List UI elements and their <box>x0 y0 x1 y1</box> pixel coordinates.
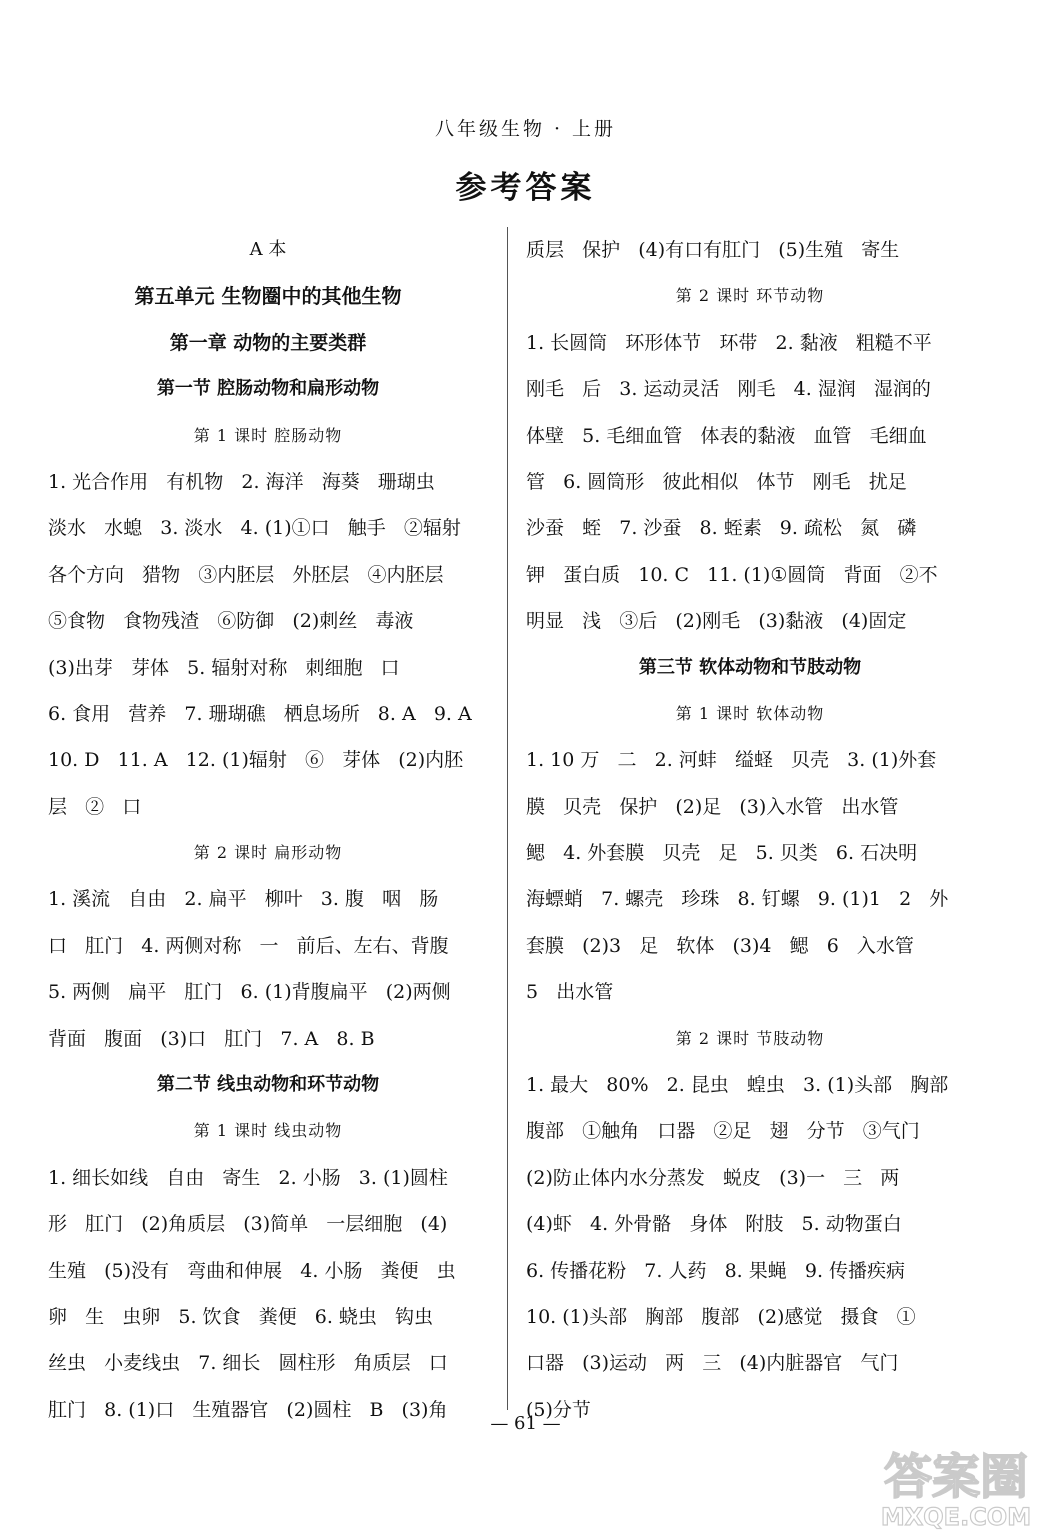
page-number: — 61 — <box>490 1413 561 1434</box>
watermark-logo <box>874 1443 1039 1531</box>
page-title: 参考答案 <box>455 170 596 206</box>
answer-line: 刚毛 后 3. 运动灵活 刚毛 4. 湿润 湿润的 <box>526 378 931 401</box>
section-heading: 第三节 软体动物和节肢动物 <box>638 656 862 678</box>
lesson-heading: 第 2 课时 扁形动物 <box>193 843 343 863</box>
answer-line: (3)出芽 芽体 5. 辐射对称 刺细胞 口 <box>48 656 400 679</box>
answer-line: 6. 传播花粉 7. 人药 8. 果蝇 9. 传播疾病 <box>526 1259 906 1282</box>
watermark-logo-url: MXQE.COM <box>880 1503 1032 1531</box>
answer-line: 丝虫 小麦线虫 7. 细长 圆柱形 角质层 口 <box>48 1352 448 1375</box>
lesson-heading: 第 1 课时 线虫动物 <box>193 1121 343 1141</box>
answer-line: 1. 细长如线 自由 寄生 2. 小肠 3. (1)圆柱 <box>48 1166 448 1189</box>
answer-line: (2)防止体内水分蒸发 蜕皮 (3)一 三 两 <box>526 1166 900 1189</box>
answer-line: (4)虾 4. 外骨骼 身体 附肢 5. 动物蛋白 <box>526 1213 902 1236</box>
answer-line: 淡水 水螅 3. 淡水 4. (1)①口 触手 ②辐射 <box>48 517 461 540</box>
answer-line: 1. 溪流 自由 2. 扁平 柳叶 3. 腹 咽 肠 <box>48 888 439 911</box>
chapter-heading: 第一章 动物的主要类群 <box>169 331 367 354</box>
lesson-heading: 第 1 课时 软体动物 <box>675 703 825 723</box>
answer-line: 10. (1)头部 胸部 腹部 (2)感觉 摄食 ① <box>526 1305 916 1328</box>
section-heading: 第二节 线虫动物和环节动物 <box>156 1074 380 1096</box>
answer-line: 1. 10 万 二 2. 河蚌 缢蛏 贝壳 3. (1)外套 <box>526 749 937 772</box>
answer-line: 海螵蛸 7. 螺壳 珍珠 8. 钉螺 9. (1)1 2 外 <box>526 888 949 911</box>
answer-line: 口器 (3)运动 两 三 (4)内脏器官 气门 <box>526 1352 899 1375</box>
answer-line: 生殖 (5)没有 弯曲和伸展 4. 小肠 粪便 虫 <box>48 1259 456 1282</box>
answer-line: 套膜 (2)3 足 软体 (3)4 鳃 6 入水管 <box>526 934 914 957</box>
answer-line: 沙蚕 蛭 7. 沙蚕 8. 蛭素 9. 疏松 氮 磷 <box>526 517 917 540</box>
answer-line: 形 肛门 (2)角质层 (3)简单 一层细胞 (4) <box>48 1213 448 1236</box>
lesson-heading: 第 2 课时 环节动物 <box>675 286 825 306</box>
section-heading: 第一节 腔肠动物和扁形动物 <box>156 378 380 400</box>
answer-line: 卵 生 虫卵 5. 饮食 粪便 6. 蛲虫 钩虫 <box>48 1305 434 1328</box>
subject-header: 八年级生物 · 上册 <box>434 118 617 140</box>
answer-line: 背面 腹面 (3)口 肛门 7. A 8. B <box>48 1027 375 1050</box>
answer-line: 钾 蛋白质 10. C 11. (1)①圆筒 背面 ②不 <box>526 563 938 586</box>
watermark-logo-text: 答案圈 <box>883 1449 1029 1505</box>
answer-line: 明显 浅 ③后 (2)刚毛 (3)黏液 (4)固定 <box>526 610 907 633</box>
unit-heading: 第五单元 生物圈中的其他生物 <box>134 284 402 309</box>
answer-line: 1. 光合作用 有机物 2. 海洋 海葵 珊瑚虫 <box>48 470 435 493</box>
answer-line: 1. 长圆筒 环形体节 环带 2. 黏液 粗糙不平 <box>526 331 932 354</box>
answer-line: 鳃 4. 外套膜 贝壳 足 5. 贝类 6. 石决明 <box>526 842 918 865</box>
lesson-heading: 第 2 课时 节肢动物 <box>675 1028 825 1048</box>
answer-line: 各个方向 猎物 ③内胚层 外胚层 ④内胚层 <box>48 563 444 586</box>
answer-line: 口 肛门 4. 两侧对称 一 前后、左右、背腹 <box>48 934 449 957</box>
answer-line: (5)分节 <box>526 1398 591 1421</box>
book-part-heading: A 本 <box>249 239 287 260</box>
answer-line: 层 ② 口 <box>48 795 142 818</box>
answer-line: 10. D 11. A 12. (1)辐射 ⑥ 芽体 (2)内胚 <box>48 749 464 772</box>
answer-line: 膜 贝壳 保护 (2)足 (3)入水管 出水管 <box>526 795 899 818</box>
left-answer-column <box>48 227 488 1433</box>
answer-line: 6. 食用 营养 7. 珊瑚礁 栖息场所 8. A 9. A <box>48 702 472 725</box>
answer-line: 腹部 ①触角 口器 ②足 翅 分节 ③气门 <box>526 1120 920 1143</box>
answer-line: 肛门 8. (1)口 生殖器官 (2)圆柱 B (3)角 <box>48 1398 448 1421</box>
answer-line: 1. 最大 80% 2. 昆虫 蝗虫 3. (1)头部 胸部 <box>526 1074 949 1097</box>
answer-line: ⑤食物 食物残渣 ⑥防御 (2)刺丝 毒液 <box>48 610 414 633</box>
lesson-heading: 第 1 课时 腔肠动物 <box>193 425 343 445</box>
right-answer-column <box>526 227 974 1433</box>
column-divider <box>507 227 508 1410</box>
answer-line: 5 出水管 <box>526 981 614 1004</box>
answer-line: 5. 两侧 扁平 肛门 6. (1)背腹扁平 (2)两侧 <box>48 981 451 1004</box>
answer-line: 质层 保护 (4)有口有肛门 (5)生殖 寄生 <box>526 239 900 261</box>
answer-line: 体壁 5. 毛细血管 体表的黏液 血管 毛细血 <box>526 424 927 447</box>
answer-line: 管 6. 圆筒形 彼此相似 体节 刚毛 扰足 <box>526 470 907 493</box>
